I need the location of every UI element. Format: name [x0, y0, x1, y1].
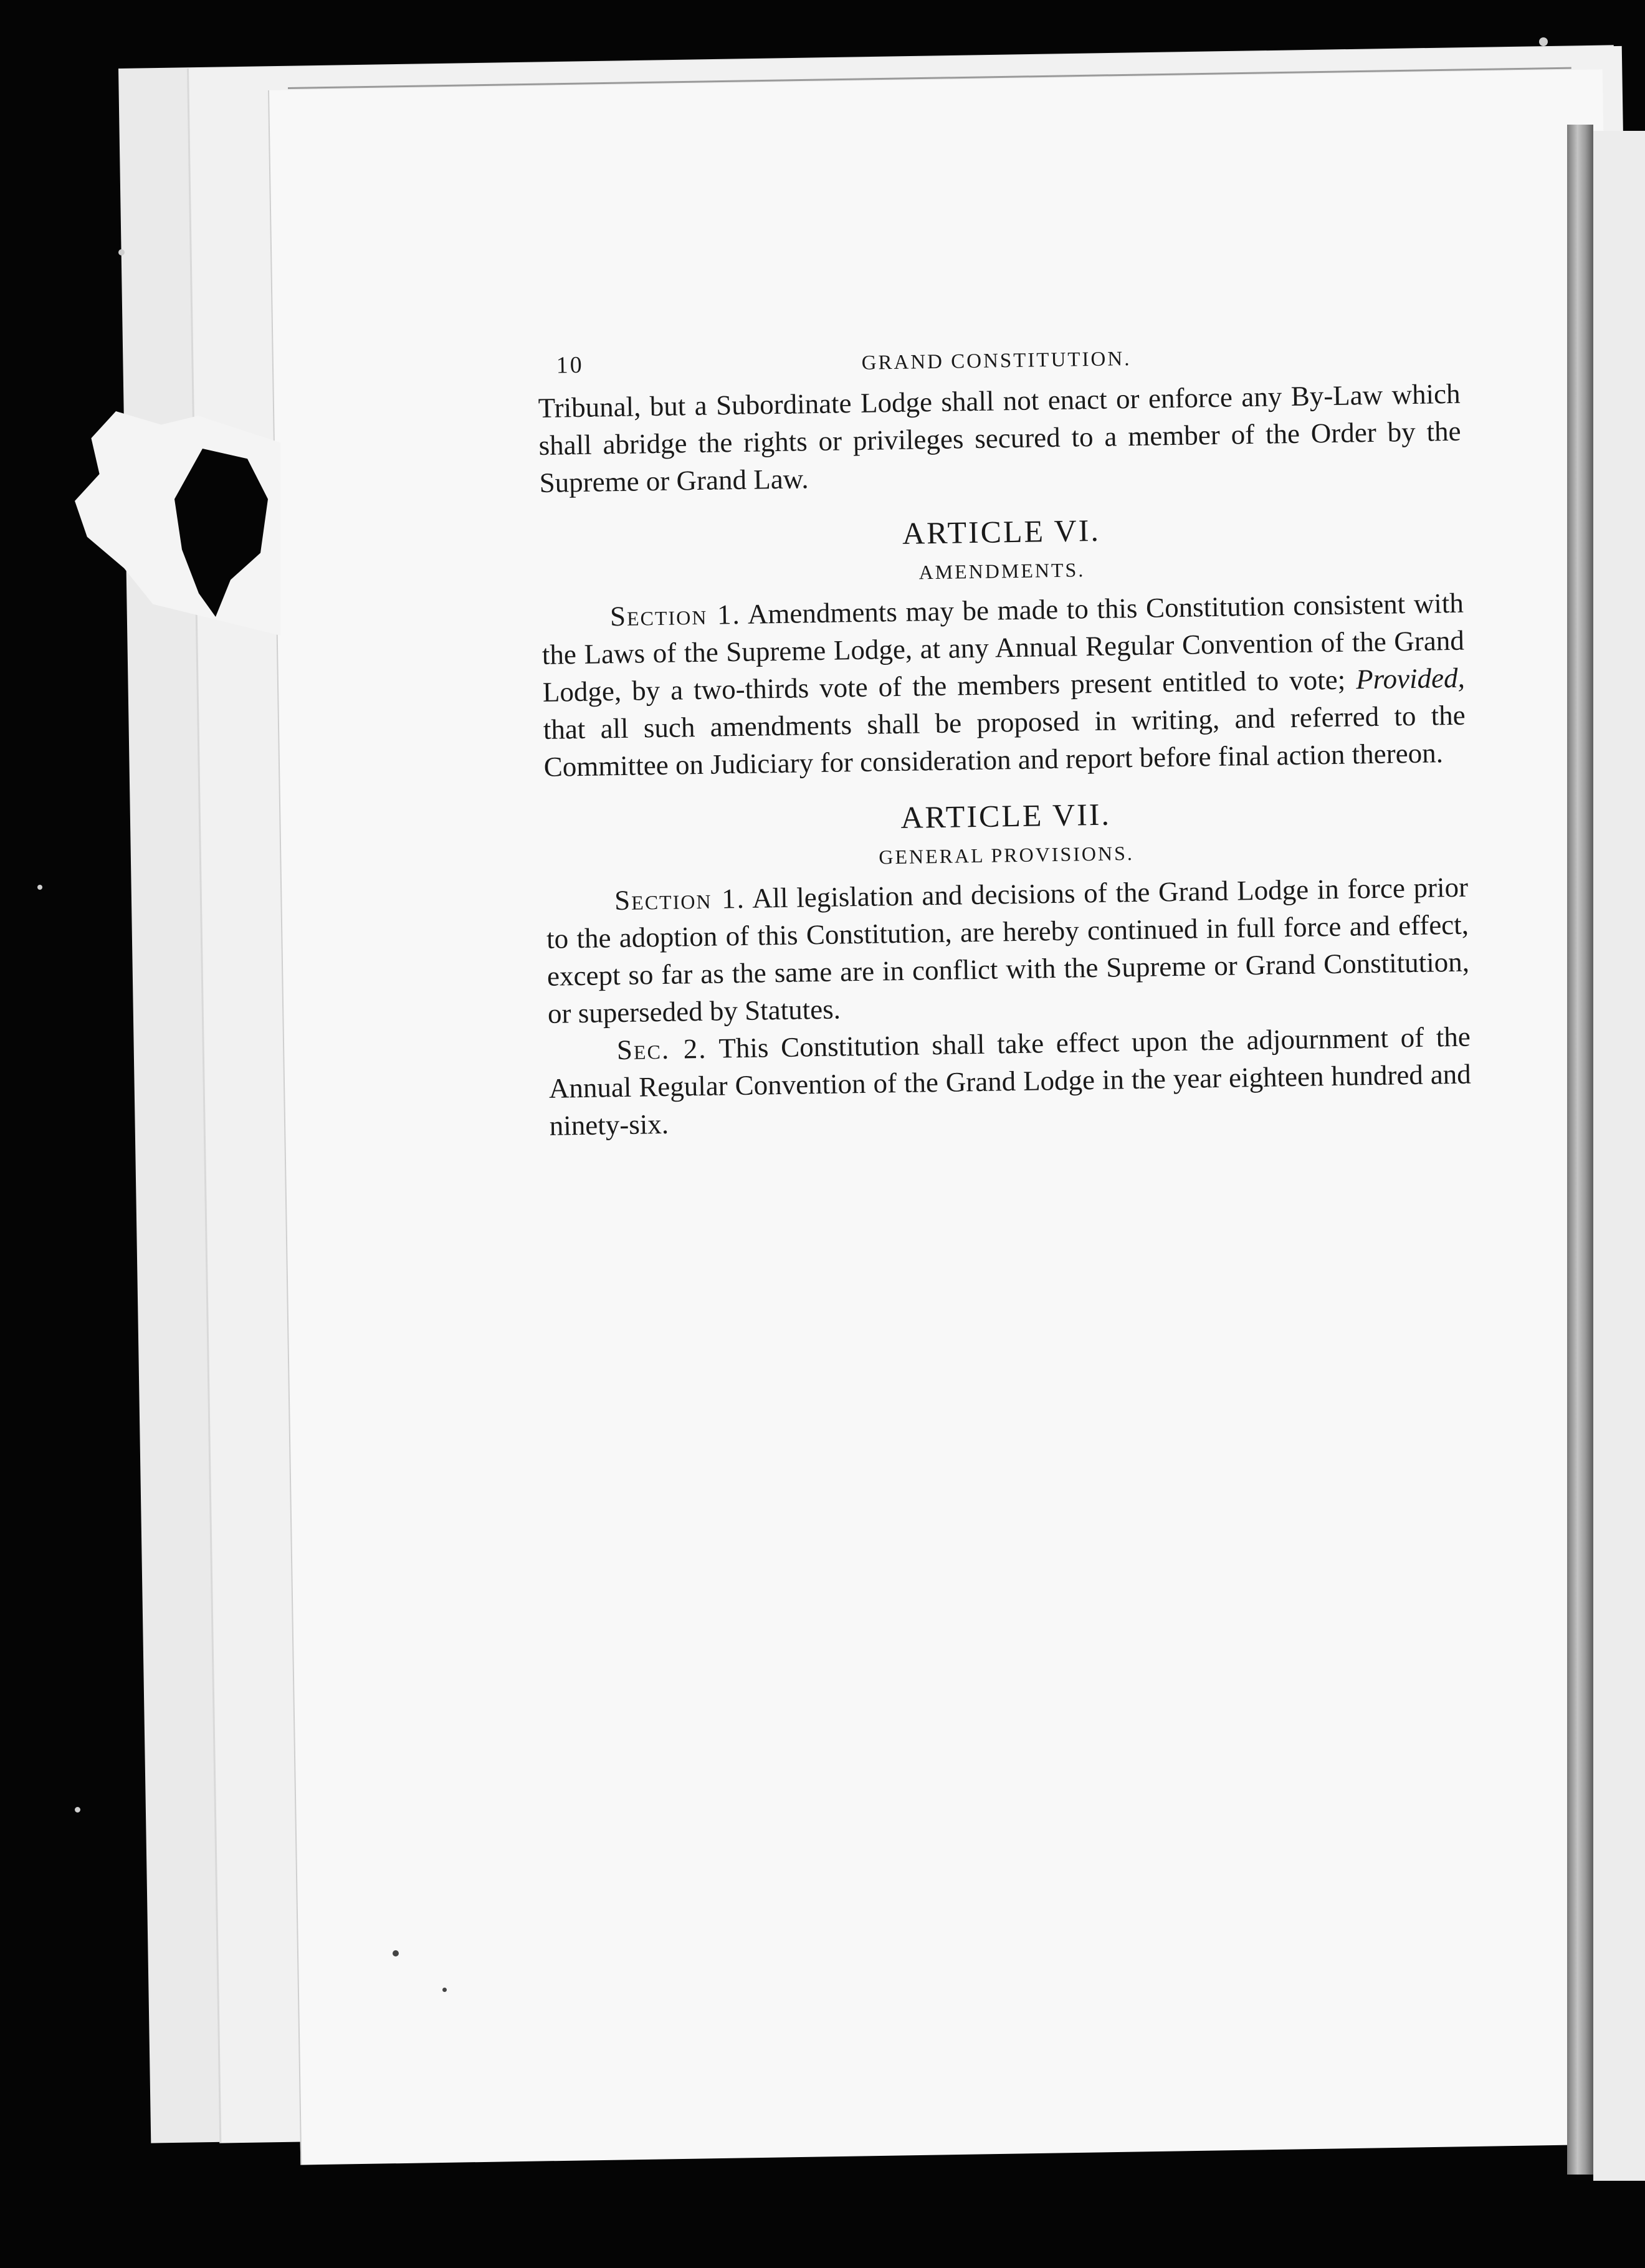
section-label: Section 1.: [609, 598, 741, 632]
section-text: This Constitution shall take effect upon the adjournment of the Annual Regular Convention of the Grand Lodge in the year eighteen hundred and ninety-six.: [548, 1021, 1472, 1141]
dust-speck: [37, 885, 42, 890]
facing-page-edge: [1593, 131, 1645, 2181]
page-text: [537, 325, 1472, 1145]
section-text: Amendments may be made to this Constitution consistent with the Laws of the Supreme Lodge, at any Annual Regular Convention of the Grand Lodge, by a two-thirds vote of the members present entitled to vote;: [541, 587, 1465, 708]
section-text: that all such amendments shall be proposed in writing, and referred to the Committee on Judiciary for consideration and report before final action thereon.: [543, 699, 1466, 783]
section-label: Section 1.: [614, 882, 746, 917]
article-6-title: ARTICLE VI.: [902, 512, 1101, 551]
article-7-subtitle: GENERAL PROVISIONS.: [879, 842, 1135, 869]
opening-paragraph: Tribunal, but a Subordinate Lodge shall not enact or enforce any By-Law which shall abridge the rights or privileges secured to a member of the Order by the Supreme or Grand Law.: [538, 378, 1461, 498]
provided-italic: Provided,: [1355, 662, 1466, 695]
article-7-section-2: [548, 1018, 1472, 1145]
dust-speck: [118, 249, 125, 255]
ink-dot: [442, 1988, 447, 1992]
ink-dot: [393, 1950, 399, 1956]
article-6-subtitle: AMENDMENTS.: [918, 558, 1085, 584]
article-7-title: ARTICLE VII.: [900, 796, 1112, 835]
section-text: All legislation and decisions of the Grand Lodge in force prior to the adoption of this Constitution, are hereby continued in full force and effect, except so far as the same are in conflict with the Supreme or Grand Constitution, or superseded by Statutes.: [546, 871, 1470, 1029]
section-label: Sec. 2.: [616, 1032, 707, 1066]
dust-speck: [75, 1807, 80, 1813]
book-gutter: [1567, 125, 1593, 2175]
running-head-title: GRAND CONSTITUTION.: [861, 348, 1132, 374]
article-7-section-1: [546, 869, 1471, 1032]
dust-speck: [1539, 37, 1548, 46]
page-number: 10: [556, 351, 584, 379]
article-6-section-1: [541, 584, 1467, 786]
